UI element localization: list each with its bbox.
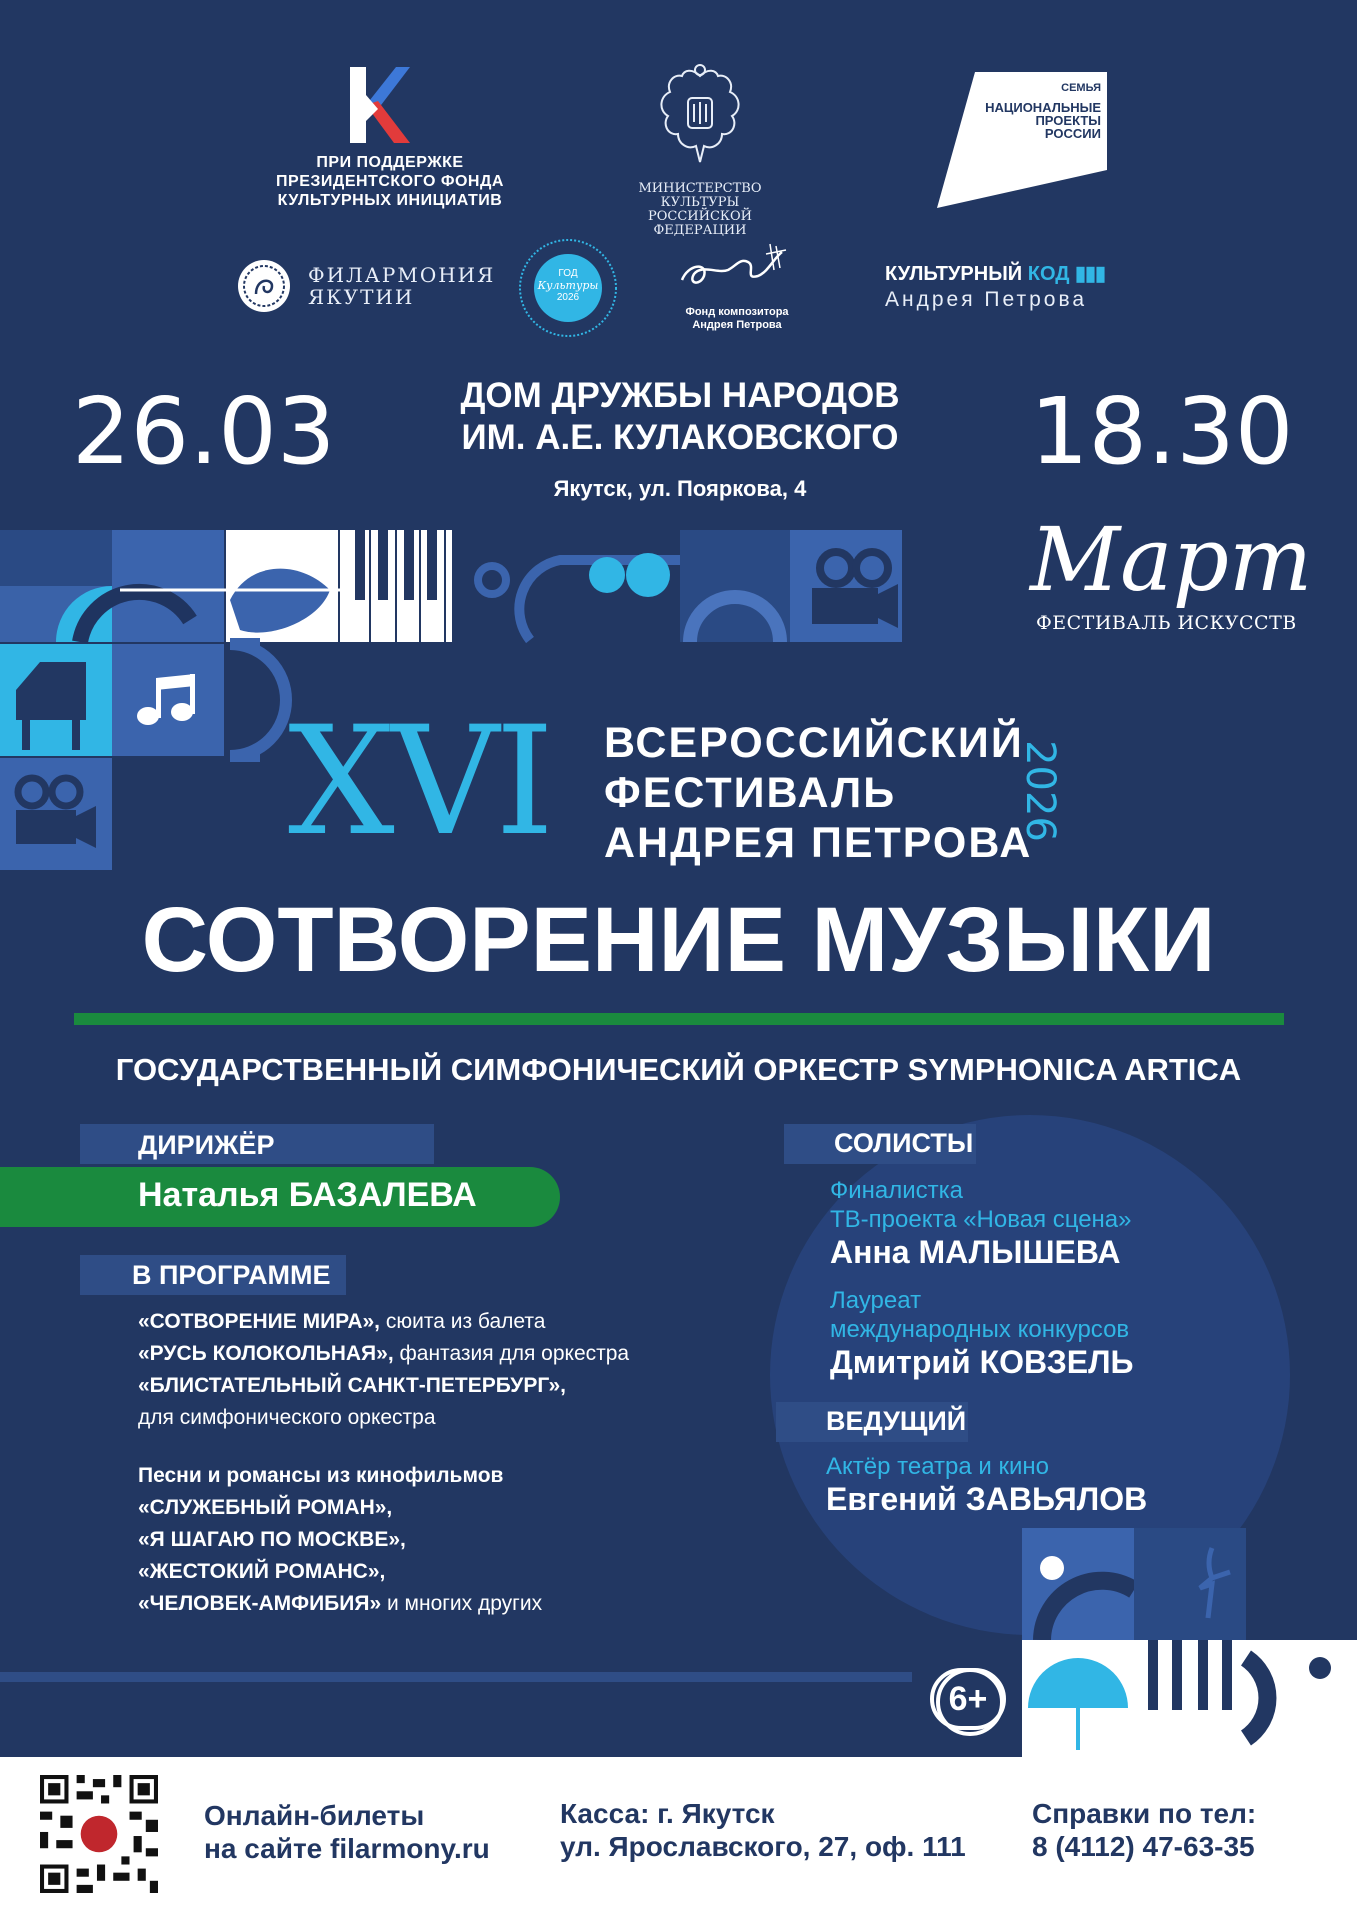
phone-label: Справки по тел: <box>1032 1798 1257 1829</box>
program-item: «РУСЬ КОЛОКОЛЬНАЯ», фантазия для оркестра <box>138 1342 630 1365</box>
festival-headline: СОТВОРЕНИЕ МУЗЫКИ <box>141 889 1216 991</box>
orchestra-name: ГОСУДАРСТВЕННЫЙ СИМФОНИЧЕСКИЙ ОРКЕСТР SYMPHONICA ARTICA <box>115 1052 1242 1087</box>
cultural-code-name: Андрея Петрова <box>885 288 1088 311</box>
program-label: В ПРОГРАММЕ <box>132 1260 331 1290</box>
soloist-name: Анна МАЛЫШЕВА <box>830 1234 1121 1270</box>
presidential-fund-logo <box>240 65 540 215</box>
box-office-address: ул. Ярославского, 27, оф. 111 <box>560 1831 966 1862</box>
online-tickets-line: Онлайн-билеты <box>204 1800 425 1831</box>
soloist-entry <box>830 1286 1300 1380</box>
program-item: «СОТВОРЕНИЕ МИРА», сюита из балета <box>138 1310 546 1333</box>
fund-caption-line: ПРЕЗИДЕНТСКОГО ФОНДА <box>276 173 504 190</box>
songs-list <box>138 1460 758 1620</box>
festival-year: 2026 <box>1017 740 1063 842</box>
fund-caption-line: ПРИ ПОДДЕРЖКЕ <box>316 154 464 171</box>
festival-title-line: АНДРЕЯ ПЕТРОВА <box>604 819 1033 867</box>
signature-icon <box>678 240 798 300</box>
philharmonia-line: ФИЛАРМОНИЯ <box>308 263 496 287</box>
age-rating-badge: 6+ <box>930 1668 1006 1730</box>
song-item: «Я ШАГАЮ ПО МОСКВЕ», <box>138 1528 406 1551</box>
cultural-code-logo <box>885 262 1125 322</box>
song-item: «СЛУЖЕБНЫЙ РОМАН», <box>138 1496 393 1519</box>
year-of-culture-logo <box>518 238 618 338</box>
soloist-note: международных конкурсов <box>830 1316 1130 1343</box>
coat-of-arms-icon <box>648 62 752 172</box>
year-of-culture-line: ГОД <box>558 268 578 279</box>
soloist-note: ТВ-проекта «Новая сцена» <box>830 1206 1132 1233</box>
philharmonia-emblem-icon <box>236 258 292 314</box>
composer-fund-line: Андрея Петрова <box>692 319 782 331</box>
national-projects-line: НАЦИОНАЛЬНЫЕ <box>985 100 1101 115</box>
program-item: для симфонического оркестра <box>138 1406 436 1429</box>
composer-fund-line: Фонд композитора <box>685 306 789 318</box>
ministry-caption-line: РОССИЙСКОЙ ФЕДЕРАЦИИ <box>648 209 752 238</box>
box-office-line: Касса: г. Якутск <box>560 1798 775 1829</box>
soloist-note: Лауреат <box>830 1287 922 1314</box>
festival-number: XVI <box>288 695 551 869</box>
national-projects-logo <box>935 70 1110 210</box>
host-name: Евгений ЗАВЬЯЛОВ <box>826 1481 1148 1517</box>
fund-k-icon <box>348 65 412 145</box>
philharmonia-logo <box>236 258 496 318</box>
venue-line: ДОМ ДРУЖБЫ НАРОДОВ <box>460 376 900 415</box>
soloist-note: Финалистка <box>830 1177 964 1204</box>
footer <box>0 1757 1357 1920</box>
venue-line: ИМ. А.Е. КУЛАКОВСКОГО <box>461 418 899 457</box>
fund-caption-line: КУЛЬТУРНЫХ ИНИЦИАТИВ <box>277 192 503 209</box>
host-note: Актёр театра и кино <box>826 1453 1049 1480</box>
mart-festival-logo <box>1030 508 1313 640</box>
cultural-code-word: КУЛЬТУРНЫЙ <box>885 263 1023 285</box>
program-list <box>138 1306 758 1434</box>
year-of-culture-line: Культуры <box>537 279 599 292</box>
venue-address: Якутск, ул. Пояркова, 4 <box>553 476 807 501</box>
bottom-stripe <box>0 1672 915 1682</box>
ministry-of-culture-logo <box>600 62 800 238</box>
mart-festival-word: Март <box>1030 508 1313 611</box>
host-entry <box>826 1452 1296 1517</box>
mart-festival-caption: ФЕСТИВАЛЬ ИСКУССТВ <box>1036 612 1297 634</box>
festival-title-line: ФЕСТИВАЛЬ <box>604 769 897 817</box>
festival-title-line: ВСЕРОССИЙСКИЙ <box>604 719 1024 767</box>
song-item: «ЖЕСТОКИЙ РОМАНС», <box>138 1560 386 1583</box>
qr-code-icon[interactable] <box>40 1775 158 1893</box>
year-of-culture-line: 2026 <box>556 292 580 303</box>
song-item: «ЧЕЛОВЕК-АМФИБИЯ» и многих других <box>138 1592 543 1615</box>
sound-bars-icon: ▮▮▮ <box>1075 263 1106 285</box>
online-tickets-link[interactable]: на сайте filarmony.ru <box>204 1833 490 1864</box>
headline-underline <box>74 1013 1284 1025</box>
soloist-entry <box>830 1176 1300 1270</box>
ministry-caption-line: МИНИСТЕРСТВО КУЛЬТУРЫ <box>638 181 762 210</box>
host-label: ВЕДУЩИЙ <box>826 1406 967 1436</box>
event-time: 18.30 <box>1030 378 1294 485</box>
national-projects-line: РОССИИ <box>1044 126 1101 141</box>
national-projects-line: ПРОЕКТЫ <box>1035 113 1101 128</box>
event-date: 26.03 <box>72 378 336 485</box>
phone-number[interactable]: 8 (4112) 47-63-35 <box>1032 1831 1255 1862</box>
national-projects-line: СЕМЬЯ <box>1061 82 1101 94</box>
cultural-code-kod: КОД <box>1027 263 1070 285</box>
program-item: «БЛИСТАТЕЛЬНЫЙ САНКТ-ПЕТЕРБУРГ», <box>138 1374 566 1397</box>
composer-fund-logo <box>672 240 802 340</box>
song-item: Песни и романсы из кинофильмов <box>138 1464 504 1487</box>
soloist-name: Дмитрий КОВЗЕЛЬ <box>830 1344 1134 1380</box>
conductor-label: ДИРИЖЁР <box>138 1130 275 1160</box>
soloists-label: СОЛИСТЫ <box>834 1128 974 1158</box>
conductor-name: Наталья БАЗАЛЕВА <box>138 1176 477 1214</box>
philharmonia-line: ЯКУТИИ <box>308 285 415 309</box>
